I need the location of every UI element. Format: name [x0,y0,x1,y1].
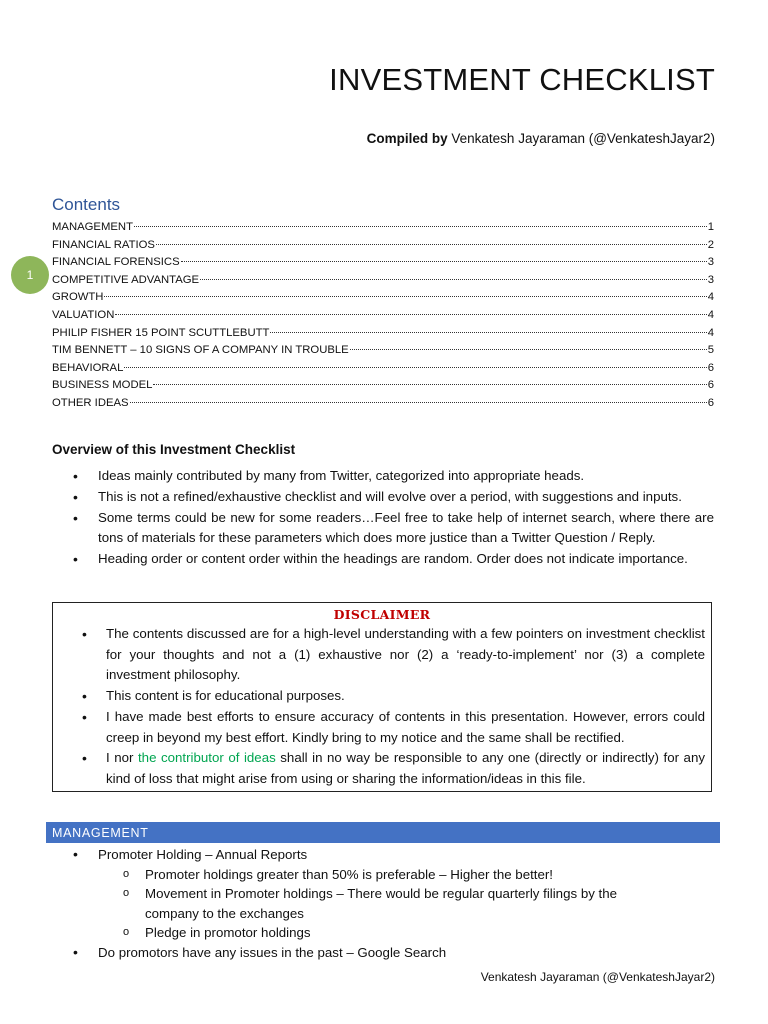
toc-page: 3 [707,256,714,269]
sub-list-item: o Promoter holdings greater than 50% is preferable – Higher the better! [98,865,714,885]
toc-label: PHILIP FISHER 15 POINT SCUTTLEBUTT [52,326,270,339]
toc-label: BUSINESS MODEL [52,379,153,392]
toc-entry-business-model[interactable] [52,377,714,395]
toc-label: GROWTH [52,291,104,304]
toc-leader [115,314,706,315]
overview-list [52,466,714,570]
compiled-by [367,131,715,146]
list-item: • This content is for educational purposes. [53,686,711,707]
toc-leader [104,296,706,297]
contents-heading: Contents [52,195,121,214]
toc-page: 4 [707,326,714,339]
section-heading-management: MANAGEMENT [46,822,720,843]
toc-page: 1 [707,221,714,233]
toc-label: VALUATION [52,308,115,321]
list-item: • Some terms could be new for some readers…Feel free to take help of internet search, where there are tons of materials for these parameters which does more justice than a Twitter Question / Reply. [52,508,714,550]
toc-leader [134,226,707,227]
toc-entry-behavioral[interactable] [52,360,714,378]
toc-page: 6 [707,379,714,392]
document-title: INVESTMENT CHECKLIST [329,62,715,97]
list-item: • Heading order or content order within the headings are random. Order does not indicate importance. [52,549,714,570]
sub-list-item: o Movement in Promoter holdings – There would be regular quarterly filings by the company to the exchanges [98,884,714,923]
toc-entry-valuation[interactable] [52,307,714,325]
toc-entry-other-ideas[interactable] [52,395,714,413]
list-item: • I have made best efforts to ensure accuracy of contents in this presentation. However, errors could creep in beyond my best effort. Kindly bring to my notice and the same shall be rectified. [53,707,711,748]
toc-entry-management[interactable] [52,219,714,237]
overview-title: Overview of this Investment Checklist [52,442,296,457]
toc-entry-competitive-advantage[interactable] [52,272,714,290]
liability-suffix: shall in no way be responsible to any one (directly or indirectly) for any kind of loss that might arise from using or sharing the information/ideas in this file. [106,750,705,786]
toc-entry-tim-bennett[interactable] [52,342,714,360]
toc-page: 6 [707,396,714,409]
toc-leader [124,367,706,368]
toc-page: 5 [707,344,714,357]
toc-label: TIM BENNETT – 10 SIGNS OF A COMPANY IN TROUBLE [52,344,349,357]
contributor-highlight: the contributor of ideas [137,750,276,766]
list-item: • This is not a refined/exhaustive checklist and will evolve over a period, with suggestions and inputs. [52,487,714,508]
toc-label: BEHAVIORAL [52,361,124,374]
page-footer: Venkatesh Jayaraman (@VenkateshJayar2) [480,970,715,984]
toc-label: FINANCIAL RATIOS [52,238,155,251]
toc-page: 6 [707,361,714,374]
list-item: • The contents discussed are for a high-level understanding with a few pointers on investment checklist for your thoughts and not a (1) exhaustive nor (2) a ‘ready-to-implement’ nor (3) a complete investment philosophy. [53,624,711,686]
toc-leader [200,279,707,280]
table-of-contents [52,219,714,413]
compiled-by-author: Venkatesh Jayaraman (@VenkateshJayar2) [451,131,715,146]
toc-entry-financial-ratios[interactable] [52,237,714,255]
page-number-badge[interactable]: 1 [11,256,49,294]
toc-page: 2 [707,238,714,251]
toc-label: FINANCIAL FORENSICS [52,256,180,269]
sub-list-item: o Pledge in promotor holdings [98,923,714,943]
toc-leader [156,244,707,245]
liability-prefix: I nor [106,750,134,766]
toc-entry-financial-forensics[interactable] [52,254,714,272]
toc-entry-philip-fisher[interactable] [52,325,714,343]
toc-page: 4 [707,308,714,321]
disclaimer-list [53,624,711,790]
toc-leader [153,384,706,385]
management-list [52,845,714,962]
compiled-by-label: Compiled by [366,131,448,146]
disclaimer-title: DISCLAIMER [333,607,431,622]
toc-leader [130,402,707,403]
toc-leader [270,332,706,333]
toc-leader [181,261,707,262]
list-item: • Do promotors have any issues in the past – Google Search [52,943,714,963]
list-item: • Ideas mainly contributed by many from Twitter, categorized into appropriate heads. [52,466,714,487]
management-sublist [98,865,714,943]
list-item [52,845,714,943]
toc-label: COMPETITIVE ADVANTAGE [52,273,200,286]
toc-entry-growth[interactable] [52,289,714,307]
toc-leader [350,349,707,350]
toc-page: 3 [707,273,714,286]
management-item-promoter-holding: Promoter Holding – Annual Reports [98,847,308,862]
disclaimer-box [52,602,712,792]
toc-label: MANAGEMENT [52,221,133,233]
list-item [53,748,711,789]
toc-label: OTHER IDEAS [52,396,129,409]
toc-page: 4 [707,291,714,304]
